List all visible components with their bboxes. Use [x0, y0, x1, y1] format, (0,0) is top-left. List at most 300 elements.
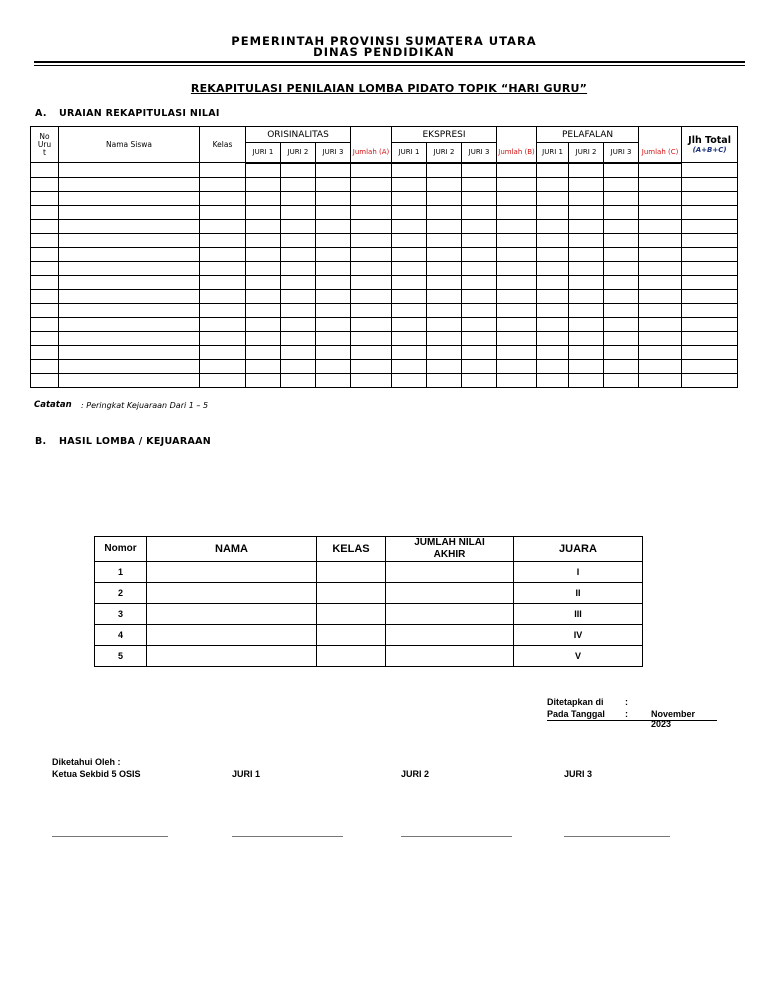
- table-cell: [392, 289, 427, 303]
- table-cell: [497, 359, 537, 373]
- table-cell: [569, 331, 604, 345]
- table-cell: [316, 219, 351, 233]
- pel-jumlah: Jumlah (C): [639, 143, 682, 163]
- ori-juri-3: JURI 3: [316, 143, 351, 163]
- table-cell: [59, 261, 200, 275]
- table-cell: [351, 261, 392, 275]
- table-cell: [639, 247, 682, 261]
- result-row: [95, 583, 643, 604]
- table-cell: [497, 233, 537, 247]
- table-cell: [246, 191, 281, 205]
- table-row: [31, 261, 738, 275]
- table-cell: [639, 205, 682, 219]
- eks-juri-2: JURI 2: [427, 143, 462, 163]
- table-row: [31, 303, 738, 317]
- tanggal-row: [547, 709, 717, 729]
- ori-juri-2: JURI 2: [281, 143, 316, 163]
- table-cell: [200, 289, 246, 303]
- table-cell: [427, 261, 462, 275]
- result-nama: [147, 562, 317, 583]
- table-cell: [246, 205, 281, 219]
- table-cell: [569, 345, 604, 359]
- table-cell: [59, 205, 200, 219]
- table-cell: [316, 177, 351, 191]
- table-cell: [392, 163, 427, 178]
- signer-ketua: Ketua Sekbid 5 OSIS: [52, 769, 141, 779]
- table-cell: [462, 191, 497, 205]
- table-cell: [639, 163, 682, 178]
- recap-table-body: [31, 163, 738, 388]
- table-cell: [392, 261, 427, 275]
- table-cell: [392, 317, 427, 331]
- col-nomor: Nomor: [95, 537, 147, 562]
- table-cell: [537, 331, 569, 345]
- table-cell: [537, 261, 569, 275]
- pel-juri-2: JURI 2: [569, 143, 604, 163]
- table-cell: [392, 359, 427, 373]
- table-cell: [537, 345, 569, 359]
- ori-juri-1: JURI 1: [246, 143, 281, 163]
- table-cell: [604, 177, 639, 191]
- table-cell: [497, 177, 537, 191]
- table-row: [31, 233, 738, 247]
- table-cell: [59, 331, 200, 345]
- table-cell: [59, 191, 200, 205]
- table-cell: [59, 345, 200, 359]
- table-cell: [59, 373, 200, 387]
- table-cell: [281, 289, 316, 303]
- col-kelas-b: KELAS: [317, 537, 386, 562]
- ditetapkan-sep: :: [625, 697, 628, 707]
- table-cell: [537, 205, 569, 219]
- table-cell: [682, 191, 738, 205]
- table-cell: [427, 233, 462, 247]
- result-juara: V: [514, 646, 643, 667]
- result-nomor: 1: [95, 562, 147, 583]
- table-cell: [31, 247, 59, 261]
- table-cell: [200, 247, 246, 261]
- table-cell: [639, 331, 682, 345]
- table-cell: [604, 219, 639, 233]
- section-b-title: HASIL LOMBA / KEJUARAAN: [59, 436, 211, 447]
- table-cell: [281, 177, 316, 191]
- table-cell: [569, 163, 604, 178]
- table-cell: [281, 303, 316, 317]
- section-a-title: URAIAN REKAPITULASI NILAI: [59, 108, 220, 119]
- table-cell: [569, 303, 604, 317]
- table-cell: [682, 261, 738, 275]
- table-cell: [537, 275, 569, 289]
- table-cell: [497, 261, 537, 275]
- table-cell: [31, 261, 59, 275]
- col-no-line1: No: [39, 131, 50, 141]
- col-juara: JUARA: [514, 537, 643, 562]
- table-cell: [246, 303, 281, 317]
- table-cell: [281, 247, 316, 261]
- table-cell: [682, 331, 738, 345]
- table-cell: [682, 247, 738, 261]
- table-cell: [246, 163, 281, 178]
- table-cell: [200, 219, 246, 233]
- table-cell: [351, 191, 392, 205]
- table-cell: [200, 177, 246, 191]
- signature-line-ketua: [52, 836, 168, 837]
- result-nama: [147, 646, 317, 667]
- table-cell: [31, 345, 59, 359]
- table-cell: [316, 261, 351, 275]
- group-orisinalitas: ORISINALITAS: [246, 127, 351, 143]
- table-cell: [537, 303, 569, 317]
- table-cell: [682, 359, 738, 373]
- table-row: [31, 247, 738, 261]
- table-cell: [427, 275, 462, 289]
- col-nama: NAMA: [147, 537, 317, 562]
- table-cell: [351, 233, 392, 247]
- table-cell: [639, 191, 682, 205]
- result-nama: [147, 583, 317, 604]
- table-cell: [392, 177, 427, 191]
- table-cell: [537, 359, 569, 373]
- table-cell: [639, 261, 682, 275]
- col-no-line2: Uru: [37, 139, 52, 149]
- table-cell: [392, 219, 427, 233]
- table-cell: [604, 247, 639, 261]
- header-line-1: PEMERINTAH PROVINSI SUMATERA UTARA: [231, 34, 537, 48]
- table-cell: [427, 345, 462, 359]
- result-kelas: [317, 562, 386, 583]
- table-cell: [497, 191, 537, 205]
- table-cell: [682, 345, 738, 359]
- signature-line-juri-1: [232, 836, 343, 837]
- table-cell: [200, 275, 246, 289]
- result-row: [95, 646, 643, 667]
- result-nomor: 4: [95, 625, 147, 646]
- table-cell: [497, 289, 537, 303]
- table-cell: [569, 177, 604, 191]
- table-cell: [497, 331, 537, 345]
- table-cell: [427, 205, 462, 219]
- table-cell: [682, 205, 738, 219]
- table-cell: [537, 177, 569, 191]
- table-cell: [427, 219, 462, 233]
- table-cell: [537, 247, 569, 261]
- table-row: [31, 289, 738, 303]
- table-cell: [569, 219, 604, 233]
- table-row: [31, 275, 738, 289]
- table-cell: [462, 177, 497, 191]
- table-cell: [246, 275, 281, 289]
- table-cell: [351, 345, 392, 359]
- note-text: : Peringkat Kejuaraan Dari 1 – 5: [81, 401, 209, 410]
- table-cell: [31, 373, 59, 387]
- table-cell: [604, 205, 639, 219]
- signer-juri-3: JURI 3: [564, 769, 593, 779]
- table-cell: [246, 247, 281, 261]
- result-nilai: [386, 625, 514, 646]
- table-cell: [281, 191, 316, 205]
- table-cell: [316, 373, 351, 387]
- diketahui-label: Diketahui Oleh :: [52, 757, 121, 767]
- table-cell: [246, 345, 281, 359]
- table-cell: [604, 163, 639, 178]
- table-cell: [200, 191, 246, 205]
- table-cell: [31, 359, 59, 373]
- table-cell: [462, 345, 497, 359]
- table-cell: [316, 317, 351, 331]
- table-cell: [427, 331, 462, 345]
- table-cell: [59, 317, 200, 331]
- table-cell: [427, 247, 462, 261]
- table-cell: [246, 219, 281, 233]
- table-cell: [682, 373, 738, 387]
- table-cell: [281, 345, 316, 359]
- table-cell: [604, 289, 639, 303]
- table-cell: [427, 191, 462, 205]
- table-cell: [462, 303, 497, 317]
- table-cell: [200, 359, 246, 373]
- table-cell: [281, 331, 316, 345]
- table-cell: [604, 261, 639, 275]
- table-cell: [497, 247, 537, 261]
- header-rule-thick: [34, 61, 745, 63]
- table-cell: [604, 303, 639, 317]
- table-cell: [639, 359, 682, 373]
- table-cell: [462, 275, 497, 289]
- result-nama: [147, 625, 317, 646]
- table-cell: [316, 345, 351, 359]
- table-cell: [639, 233, 682, 247]
- eks-jumlah: Jumlah (B): [497, 143, 537, 163]
- table-cell: [316, 303, 351, 317]
- table-cell: [200, 261, 246, 275]
- col-no-urut: [31, 127, 59, 163]
- table-cell: [569, 261, 604, 275]
- results-table: [94, 536, 643, 667]
- table-cell: [569, 275, 604, 289]
- table-cell: [281, 163, 316, 178]
- result-row: [95, 625, 643, 646]
- eks-juri-3: JURI 3: [462, 143, 497, 163]
- table-row: [31, 317, 738, 331]
- table-cell: [537, 233, 569, 247]
- table-cell: [462, 261, 497, 275]
- col-no-line3: t: [43, 147, 46, 157]
- table-cell: [682, 177, 738, 191]
- result-kelas: [317, 604, 386, 625]
- table-cell: [246, 261, 281, 275]
- table-cell: [682, 317, 738, 331]
- table-cell: [281, 261, 316, 275]
- results-table-body: [95, 562, 643, 667]
- table-cell: [639, 303, 682, 317]
- table-cell: [59, 359, 200, 373]
- table-cell: [281, 233, 316, 247]
- table-cell: [31, 205, 59, 219]
- table-cell: [351, 219, 392, 233]
- table-row: [31, 219, 738, 233]
- table-cell: [200, 345, 246, 359]
- table-cell: [351, 275, 392, 289]
- table-cell: [351, 303, 392, 317]
- table-cell: [246, 373, 281, 387]
- table-cell: [462, 359, 497, 373]
- table-cell: [59, 247, 200, 261]
- table-cell: [462, 219, 497, 233]
- table-cell: [392, 345, 427, 359]
- table-cell: [246, 317, 281, 331]
- table-cell: [537, 191, 569, 205]
- eks-juri-1: JURI 1: [392, 143, 427, 163]
- result-juara: IV: [514, 625, 643, 646]
- tanggal-value: November 2023: [651, 709, 696, 729]
- ori-jumlah: Jumlah (A): [351, 143, 392, 163]
- table-cell: [497, 373, 537, 387]
- table-cell: [497, 219, 537, 233]
- table-cell: [497, 317, 537, 331]
- signature-line-juri-2: [401, 836, 512, 837]
- table-cell: [31, 317, 59, 331]
- table-cell: [604, 191, 639, 205]
- table-cell: [31, 289, 59, 303]
- table-cell: [427, 163, 462, 178]
- table-row: [31, 359, 738, 373]
- table-cell: [281, 317, 316, 331]
- table-cell: [639, 373, 682, 387]
- table-cell: [682, 233, 738, 247]
- table-cell: [392, 331, 427, 345]
- table-cell: [31, 219, 59, 233]
- table-cell: [497, 163, 537, 178]
- total-label: Jlh Total: [688, 135, 731, 146]
- table-cell: [569, 247, 604, 261]
- table-cell: [281, 275, 316, 289]
- table-cell: [462, 247, 497, 261]
- result-juara: III: [514, 604, 643, 625]
- table-cell: [200, 233, 246, 247]
- table-cell: [462, 163, 497, 178]
- table-cell: [392, 373, 427, 387]
- table-cell: [281, 373, 316, 387]
- table-cell: [537, 289, 569, 303]
- result-nilai: [386, 562, 514, 583]
- tanggal-sep: :: [625, 709, 628, 719]
- table-cell: [59, 177, 200, 191]
- table-cell: [351, 177, 392, 191]
- table-cell: [462, 331, 497, 345]
- signer-juri-1: JURI 1: [232, 769, 261, 779]
- table-cell: [200, 205, 246, 219]
- result-row: [95, 604, 643, 625]
- table-cell: [604, 275, 639, 289]
- result-nilai: [386, 583, 514, 604]
- table-cell: [351, 359, 392, 373]
- table-cell: [316, 331, 351, 345]
- table-row: [31, 205, 738, 219]
- result-nama: [147, 604, 317, 625]
- table-cell: [639, 177, 682, 191]
- table-cell: [316, 191, 351, 205]
- table-row: [31, 331, 738, 345]
- section-b-number: B.: [35, 436, 47, 447]
- table-cell: [200, 317, 246, 331]
- table-row: [31, 191, 738, 205]
- table-cell: [604, 345, 639, 359]
- result-nomor: 2: [95, 583, 147, 604]
- recap-table: [30, 126, 738, 388]
- table-cell: [31, 163, 59, 178]
- table-cell: [200, 163, 246, 178]
- table-cell: [604, 317, 639, 331]
- result-juara: II: [514, 583, 643, 604]
- table-cell: [682, 303, 738, 317]
- document-title: REKAPITULASI PENILAIAN LOMBA PIDATO TOPIK “HARI GURU”: [190, 82, 588, 95]
- table-cell: [569, 289, 604, 303]
- table-cell: [497, 303, 537, 317]
- table-cell: [427, 289, 462, 303]
- table-cell: [281, 205, 316, 219]
- table-cell: [604, 233, 639, 247]
- table-cell: [682, 289, 738, 303]
- table-cell: [604, 331, 639, 345]
- table-cell: [569, 205, 604, 219]
- col-jumlah-nilai: JUMLAH NILAI AKHIR: [386, 537, 514, 562]
- table-cell: [316, 163, 351, 178]
- table-cell: [246, 359, 281, 373]
- table-cell: [427, 317, 462, 331]
- header-rule-thin: [34, 65, 745, 66]
- table-cell: [351, 289, 392, 303]
- result-juara: I: [514, 562, 643, 583]
- group-ekspresi: EKSPRESI: [392, 127, 497, 143]
- table-cell: [31, 233, 59, 247]
- table-cell: [682, 275, 738, 289]
- table-cell: [604, 373, 639, 387]
- table-cell: [604, 359, 639, 373]
- table-cell: [392, 205, 427, 219]
- table-cell: [316, 247, 351, 261]
- section-a-number: A.: [35, 108, 47, 119]
- table-cell: [392, 191, 427, 205]
- table-cell: [427, 373, 462, 387]
- ditetapkan-label: Ditetapkan di: [547, 697, 604, 707]
- table-cell: [569, 359, 604, 373]
- table-cell: [351, 373, 392, 387]
- table-row: [31, 163, 738, 178]
- table-cell: [316, 289, 351, 303]
- table-cell: [462, 289, 497, 303]
- table-cell: [462, 205, 497, 219]
- pel-juri-3: JURI 3: [604, 143, 639, 163]
- col-kelas: Kelas: [200, 127, 246, 163]
- table-cell: [537, 163, 569, 178]
- table-cell: [316, 233, 351, 247]
- table-cell: [351, 163, 392, 178]
- table-row: [31, 345, 738, 359]
- result-nilai: [386, 646, 514, 667]
- result-kelas: [317, 646, 386, 667]
- table-cell: [569, 233, 604, 247]
- table-cell: [281, 219, 316, 233]
- result-nilai: [386, 604, 514, 625]
- table-cell: [200, 373, 246, 387]
- table-cell: [427, 303, 462, 317]
- table-cell: [537, 219, 569, 233]
- table-cell: [639, 219, 682, 233]
- table-cell: [462, 233, 497, 247]
- table-cell: [59, 219, 200, 233]
- table-cell: [31, 275, 59, 289]
- table-cell: [246, 177, 281, 191]
